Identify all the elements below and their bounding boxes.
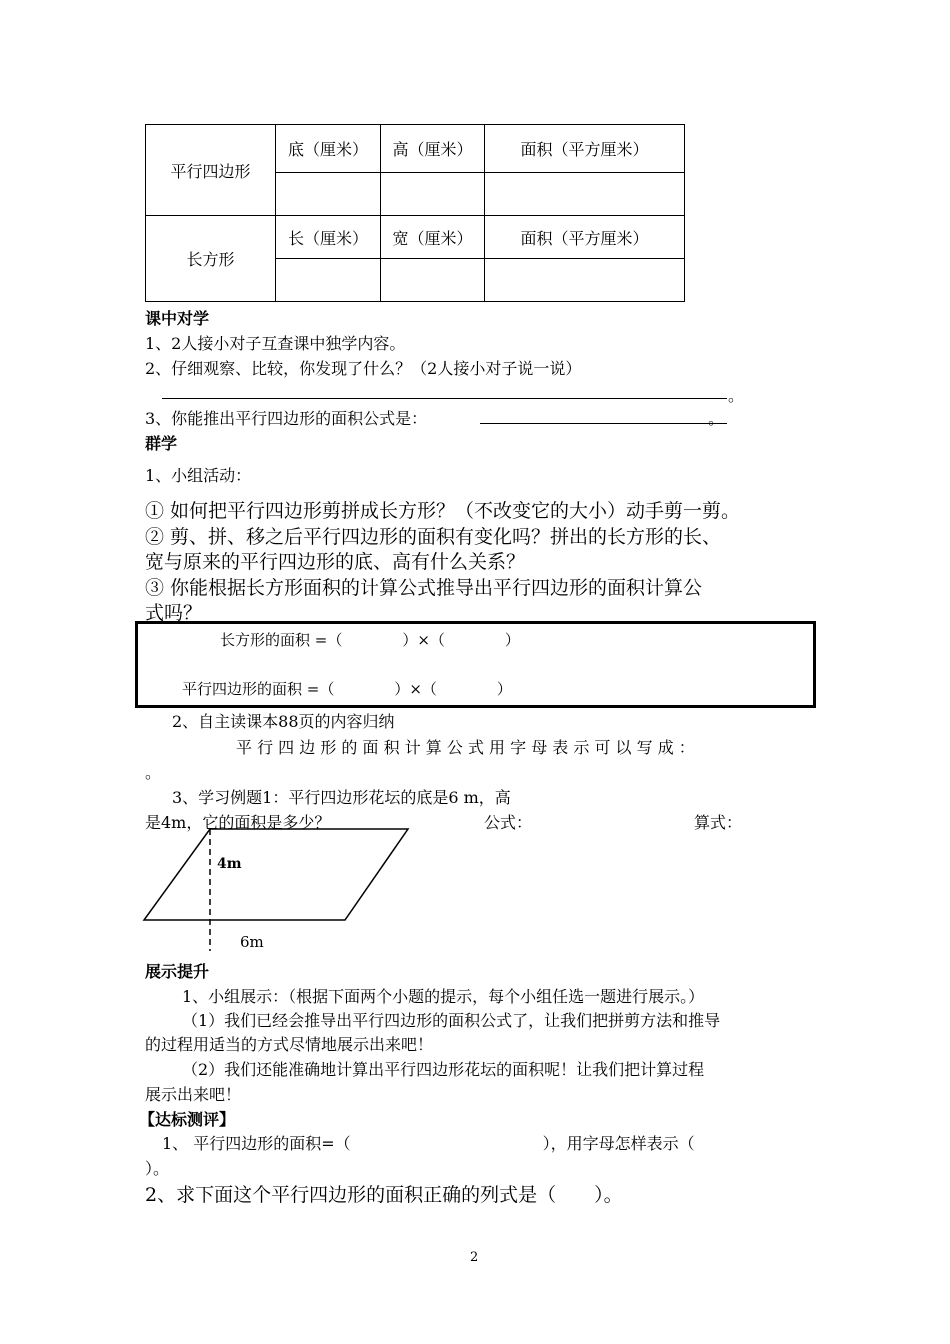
height-label: 4m [217,856,242,872]
base-label: 6m [240,933,264,951]
activity-item: 式吗？ [145,602,203,624]
header-width: 宽（厘米） [381,216,485,259]
shape-cell-rectangle: 长方形 [146,216,276,302]
section-heading: 展示提升 [145,962,210,981]
activity-text: 1、小组活动： [145,466,252,485]
test-question: 2、求下面这个平行四边形的面积正确的列式是（ ）。 [145,1184,623,1206]
rectangle-area-formula: 长方形的面积 =（ ）×（ ） [220,631,520,649]
calc-label: 算式： [694,813,743,832]
header-height: 高（厘米） [381,125,485,173]
example-text: 是4m，它的面积是多少？ [145,813,331,832]
header-base: 底（厘米） [276,125,381,173]
shape-cell-parallelogram: 平行四边形 [146,125,276,216]
value-cell [381,173,485,216]
test-question: 1、 平行四边形的面积=（ ），用字母怎样表示（ [162,1134,695,1153]
area-table [145,124,685,302]
test-question: ）。 [145,1159,170,1178]
punctuation: 。 [145,763,162,782]
value-cell [485,259,685,302]
section-heading: 群学 [145,434,178,453]
section-heading: 课中对学 [145,309,210,328]
prompt-text: 的过程用适当的方式尽情地展示出来吧！ [145,1035,434,1054]
header-area: 面积（平方厘米） [485,125,685,173]
answer-line [162,398,727,399]
activity-item: ② 剪、拼、移之后平行四边形的面积有变化吗？拼出的长方形的长、 [145,526,722,548]
punctuation: 。 [708,409,725,428]
header-area: 面积（平方厘米） [485,216,685,259]
parallelogram-area-formula: 平行四边形的面积 =（ ）×（ ） [182,680,512,698]
prompt-text: 展示出来吧！ [145,1085,242,1104]
activity-item: ① 如何把平行四边形剪拼成长方形？（不改变它的大小）动手剪一剪。 [145,500,741,522]
question-text: 1、2人接小对子互查课中独学内容。 [145,334,406,353]
page-number: 2 [470,1250,479,1265]
section-heading: 【达标测评】 [139,1110,236,1129]
header-length: 长（厘米） [276,216,381,259]
read-instruction: 2、自主读课本88页的内容归纳 [172,712,395,731]
question-text: 3、你能推出平行四边形的面积公式是： [145,409,428,428]
question-text: 2、仔细观察、比较，你发现了什么？（2人接小对子说一说） [145,359,582,378]
formula-prompt: 平 行 四 边 形 的 面 积 计 算 公 式 用 字 母 表 示 可 以 写 成 ： [236,738,695,757]
value-cell [276,259,381,302]
parallelogram-figure [140,825,420,955]
activity-item: ③ 你能根据长方形面积的计算公式推导出平行四边形的面积计算公 [145,577,703,599]
prompt-text: （1）我们已经会推导出平行四边形的面积公式了，让我们把拼剪方法和推导 [182,1011,721,1030]
answer-line [480,423,727,424]
show-instruction: 1、小组展示：（根据下面两个小题的提示，每个小组任选一题进行展示。） [182,987,705,1006]
activity-item: 宽与原来的平行四边形的底、高有什么关系？ [145,551,526,573]
prompt-text: （2）我们还能准确地计算出平行四边形花坛的面积呢！让我们把计算过程 [182,1060,705,1079]
punctuation: 。 [728,386,745,405]
parallelogram-shape [144,829,408,920]
value-cell [276,173,381,216]
example-text: 3、学习例题1：平行四边形花坛的底是6 m，高 [172,788,511,807]
formula-label: 公式： [484,813,533,832]
value-cell [381,259,485,302]
value-cell [485,173,685,216]
